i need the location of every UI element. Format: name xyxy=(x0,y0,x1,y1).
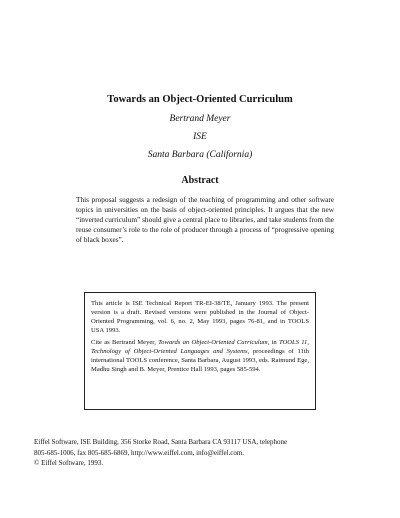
address-line-1: Eiffel Software, ISE Building, 356 Storke Road, Santa Barbara CA 93117 USA, telephone xyxy=(34,438,288,446)
citation xyxy=(91,338,309,374)
address-line-2: 805-685-1006, fax 805-685-6869, http://www.eiffel.com, info@eiffel.com. xyxy=(34,448,245,457)
abstract-text: This proposal suggests a redesign of the teaching of programming and other software topics in universities on the basis of object-oriented principles. It argues that the new “inverted curriculum” should give a central place to libraries, and take students from the reuse consumer’s role to the role of producer through a process of “progressive opening of black boxes”. xyxy=(76,195,334,244)
abstract-heading: Abstract xyxy=(181,175,219,186)
author-location: Santa Barbara (California) xyxy=(147,150,253,160)
citation-venue: TOOLS 11, Technology of Object-Oriented Languages and Systems xyxy=(91,339,310,355)
publication-notice-box xyxy=(84,292,316,410)
author-name: Bertrand Meyer xyxy=(169,114,231,124)
citation-mid: , in xyxy=(267,339,279,346)
report-info: This article is ISE Technical Report TR-EI-38/TE, January 1993. The present version is a draft. Revised versions were published in the Journal of Object-Oriented Programming, vol. 6, no. 2, May 1993, pages 76-81, and in TOOLS USA 1993. xyxy=(91,300,309,334)
paper-title: Towards an Object-Oriented Curriculum xyxy=(107,94,293,105)
author-affiliation: ISE xyxy=(193,132,207,142)
citation-title: Towards an Object-Oriented Curriculum xyxy=(158,339,268,346)
citation-prefix: Cite as Bertrand Meyer, xyxy=(91,339,159,346)
copyright: © Eiffel Software, 1993. xyxy=(34,459,104,467)
footer xyxy=(34,437,374,469)
citation-rest: , proceedings of 11th international TOOLS conference, Santa Barbara, August 1993, eds. Raimund Ege, Madhu Singh and B. Meyer, Prentice Hall 1993, pages 585-594. xyxy=(91,348,309,373)
